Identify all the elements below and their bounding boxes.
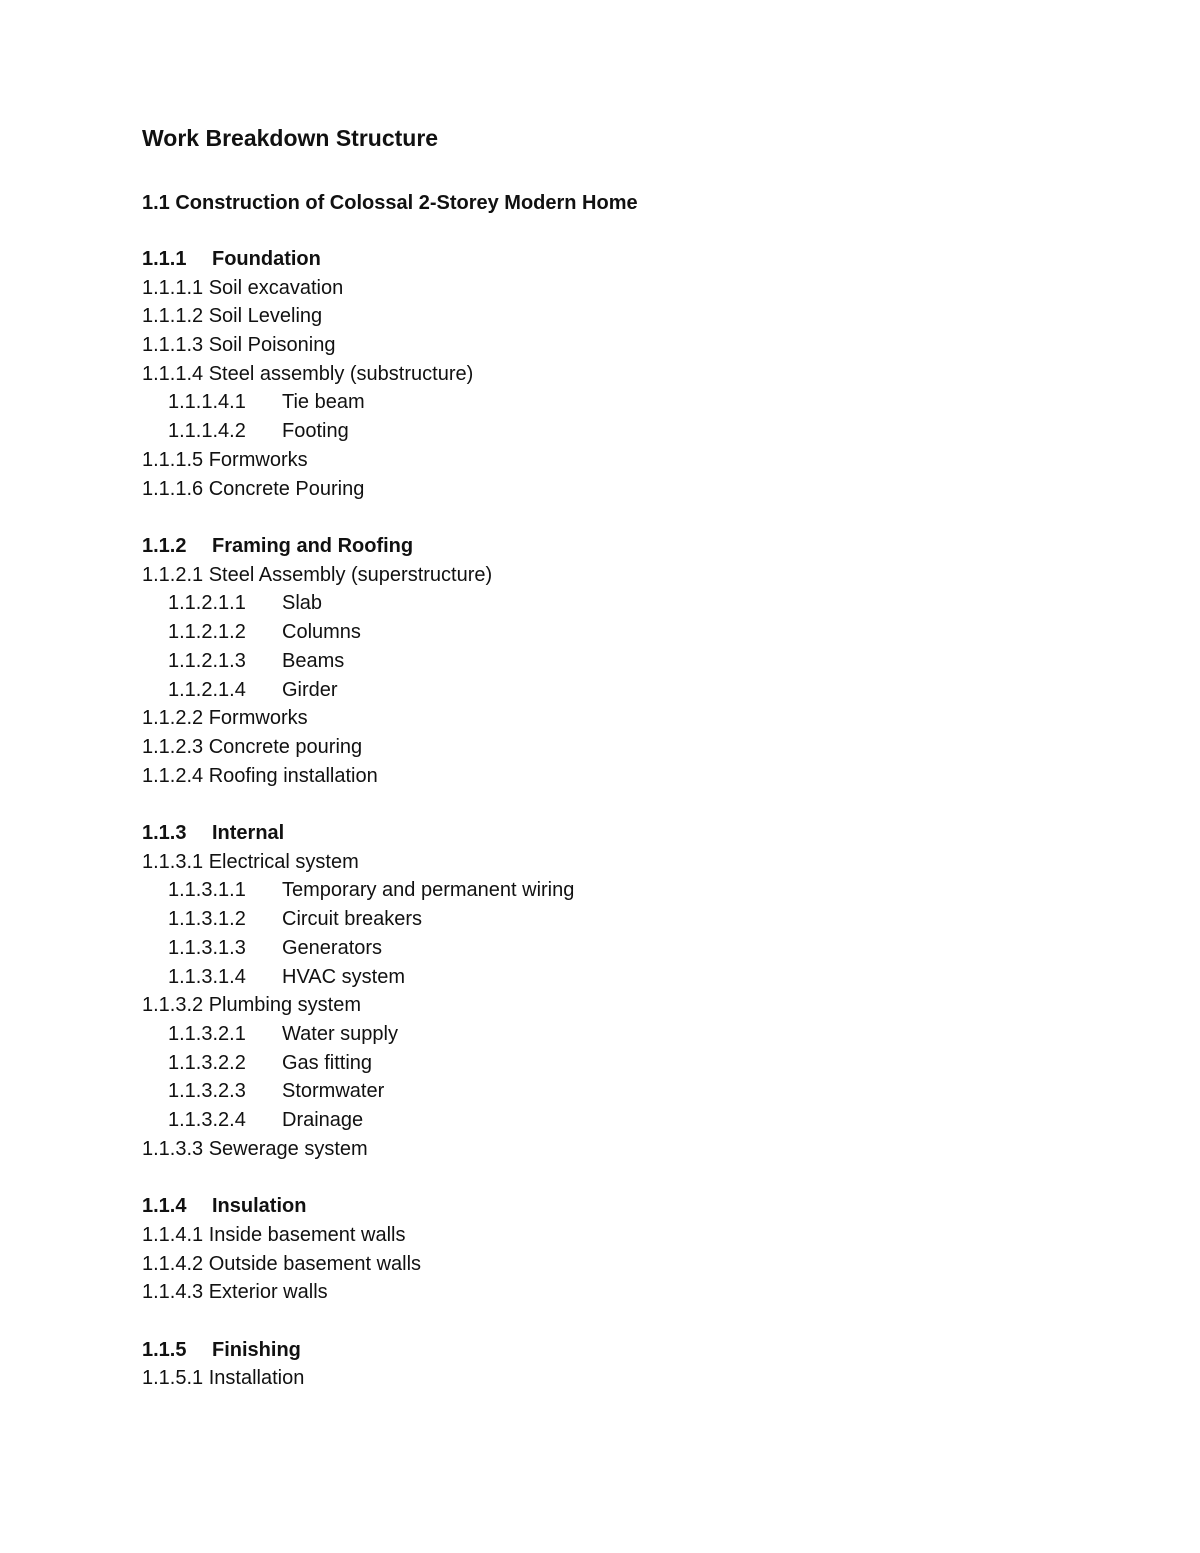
wbs-item (142, 1251, 421, 1277)
wbs-subitem (168, 619, 361, 645)
wbs-subitem-number: 1.1.2.1.3 (168, 650, 246, 672)
wbs-item-label: 1.1.1.5 Formworks (142, 449, 308, 471)
wbs-item-label: 1.1.2.1 Steel Assembly (superstructure) (142, 564, 493, 586)
wbs-subitem-number: 1.1.3.1.2 (168, 908, 246, 930)
wbs-subitem-number: 1.1.3.2.1 (168, 1023, 246, 1045)
wbs-subitem (168, 677, 338, 703)
wbs-subitem-text: Generators (282, 937, 383, 959)
wbs-item (142, 763, 378, 789)
wbs-subitem-text: Girder (282, 679, 338, 701)
wbs-item-label: 1.1.4.1 Inside basement walls (142, 1224, 406, 1246)
wbs-subitem (168, 877, 574, 903)
wbs-subitem (168, 935, 382, 961)
wbs-item (142, 734, 362, 760)
wbs-item-label: 1.1.1.1 Soil excavation (142, 277, 344, 299)
section-number: 1.1.5 (142, 1339, 187, 1361)
section-title: Internal (212, 822, 285, 844)
wbs-item-label: 1.1.2.4 Roofing installation (142, 765, 378, 787)
section-heading (142, 1337, 301, 1363)
section-title: Framing and Roofing (212, 535, 414, 557)
wbs-item-label: 1.1.4.3 Exterior walls (142, 1281, 328, 1303)
wbs-subitem-number: 1.1.3.2.3 (168, 1080, 246, 1102)
wbs-subitem-number: 1.1.2.1.2 (168, 621, 246, 643)
wbs-subitem (168, 418, 349, 444)
wbs-item-label: 1.1.4.2 Outside basement walls (142, 1253, 422, 1275)
section-title: Foundation (212, 248, 321, 270)
section-heading (142, 533, 413, 559)
wbs-subitem-number: 1.1.1.4.2 (168, 420, 246, 442)
wbs-subitem-text: HVAC system (282, 966, 405, 988)
wbs-subitem-text: Slab (282, 592, 323, 614)
wbs-item (142, 332, 335, 358)
section-title: Finishing (212, 1339, 301, 1361)
wbs-item-label: 1.1.5.1 Installation (142, 1367, 305, 1389)
wbs-subitem (168, 1078, 384, 1104)
wbs-item (142, 1279, 328, 1305)
wbs-subitem (168, 648, 344, 674)
wbs-item (142, 992, 361, 1018)
wbs-item-label: 1.1.2.3 Concrete pouring (142, 736, 363, 758)
wbs-subitem (168, 1107, 363, 1133)
wbs-subitem-number: 1.1.1.4.1 (168, 391, 246, 413)
wbs-item-label: 1.1.3.1 Electrical system (142, 851, 359, 873)
wbs-subitem-number: 1.1.2.1.4 (168, 679, 246, 701)
wbs-item (142, 849, 359, 875)
wbs-item (142, 1136, 368, 1162)
wbs-item (142, 447, 308, 473)
wbs-item-label: 1.1.1.3 Soil Poisoning (142, 334, 336, 356)
wbs-subitem (168, 906, 422, 932)
wbs-item (142, 303, 322, 329)
wbs-subitem-text: Columns (282, 621, 361, 643)
wbs-item-label: 1.1.1.2 Soil Leveling (142, 305, 323, 327)
wbs-item-label: 1.1.3.2 Plumbing system (142, 994, 361, 1016)
wbs-subitem-number: 1.1.3.1.4 (168, 966, 246, 988)
wbs-item-label: 1.1.3.3 Sewerage system (142, 1138, 368, 1160)
wbs-subitem (168, 1050, 372, 1076)
wbs-subitem (168, 1021, 398, 1047)
wbs-item (142, 476, 364, 502)
section-number: 1.1.4 (142, 1195, 187, 1217)
wbs-item (142, 1365, 304, 1391)
wbs-subitem-text: Temporary and permanent wiring (282, 879, 575, 901)
wbs-item-label: 1.1.1.4 Steel assembly (substructure) (142, 363, 474, 385)
wbs-subitem-number: 1.1.3.2.2 (168, 1052, 246, 1074)
wbs-item (142, 275, 343, 301)
wbs-subitem (168, 964, 405, 990)
wbs-item (142, 361, 473, 387)
wbs-subitem-text: Beams (282, 650, 345, 672)
wbs-subitem (168, 590, 322, 616)
wbs-subitem-text: Footing (282, 420, 349, 442)
wbs-item (142, 562, 492, 588)
wbs-subitem-text: Water supply (282, 1023, 398, 1045)
wbs-subitem-text: Tie beam (282, 391, 365, 413)
wbs-subitem-number: 1.1.3.1.3 (168, 937, 246, 959)
wbs-item (142, 705, 308, 731)
wbs-subitem (168, 389, 365, 415)
section-number: 1.1.2 (142, 535, 187, 557)
section-number: 1.1.3 (142, 822, 187, 844)
wbs-subitem-text: Stormwater (282, 1080, 385, 1102)
wbs-item-label: 1.1.2.2 Formworks (142, 707, 308, 729)
project-title: 1.1 Construction of Colossal 2-Storey Modern Home (142, 192, 638, 214)
wbs-subitem-number: 1.1.3.2.4 (168, 1109, 246, 1131)
wbs-subitem-text: Circuit breakers (282, 908, 423, 930)
section-heading (142, 1193, 306, 1219)
wbs-subitem-number: 1.1.2.1.1 (168, 592, 246, 614)
wbs-item-label: 1.1.1.6 Concrete Pouring (142, 478, 365, 500)
section-title: Insulation (212, 1195, 307, 1217)
wbs-subitem-number: 1.1.3.1.1 (168, 879, 246, 901)
wbs-item (142, 1222, 406, 1248)
wbs-subitem-text: Drainage (282, 1109, 364, 1131)
section-heading (142, 820, 284, 846)
wbs-subitem-text: Gas fitting (282, 1052, 373, 1074)
section-number: 1.1.1 (142, 248, 187, 270)
section-heading (142, 246, 321, 272)
document-title: Work Breakdown Structure (142, 125, 439, 151)
